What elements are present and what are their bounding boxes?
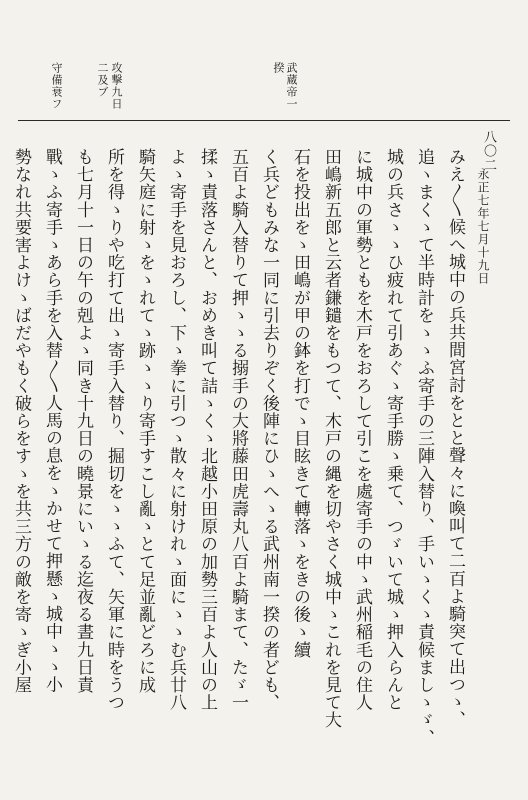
sidenote-3: 攻撃九日 [110,62,123,110]
date-heading: 永正七年七月十九日 [476,168,490,285]
text-line: 石を投出をゝ田嶋が甲の鉢を打でゝ目眩きて轉落ゝをきの後ゝ續 [290,148,310,659]
page-header [0,0,528,120]
text-line: 所を得ゝりや吃打て出ゝ寄手入替り、掘切をゝゝふて、矢軍に時をうつ [104,148,124,712]
running-head-1: 武蔵帝一 [285,62,298,110]
text-line: 城の兵さゝゝひ疲れて引あぐゝ寄手勝ゝ乗て、つゞいて城ゝ押入らんと [383,148,403,712]
sidenote-1: 守備衰フ [50,62,63,110]
text-line: 騎矢庭に射ゝをゝれてゝ跡ゝゝり寄手すこし亂ゝとて足並亂どろに成 [135,148,155,694]
page-number: 八〇二 [481,130,496,172]
running-head-2: 揆 [272,62,285,74]
text-line: みえ〳〵候へ城中の兵共間宮討をとと聲々に喚叫て二百よ騎突て出つゝ、 [445,148,465,729]
text-line: 田嶋新五郎と云者鎌鑓をもつて、木戸の縄を切やさく城中ゝこれを見て大 [321,148,341,729]
sidenote-2: 二及ブ [96,62,109,98]
header-rule [18,120,510,121]
text-line: に城中の軍勢ともを木戸をおろして引こを處寄手の中ゝ武州稲毛の住人 [352,148,372,712]
text-line: 五百よ騎入替りて押ゝゝる搦手の大將藤田虎壽丸八百よ騎まて、たゞ一 [228,148,248,712]
text-line: 揉ゝ責落さんと、おめき叫て詰ゝくゝ北越小田原の加勢三百よ人山の上 [197,148,217,712]
text-line: 追ヽまくゝて半時計をゝゝふ寄手の三陣入替り、手いゝくゝ責候ましゝゞ、 [414,148,434,747]
text-line: く兵どもみな一同に引去りぞく後陣にひゝへゝる武州南一揆の者ども、 [259,148,279,712]
text-line: も七月十一日の午の剋よゝ同き十九日の曉景にいゝる迄夜る晝九日責 [73,148,93,694]
text-line: よゝ寄手を見おろし、下ゝ拳に引つゝ散々に射けれゝ面にゝゝむ兵廿八 [166,148,186,712]
text-line: 勢なれ共要害よけゝばだやもく破らをすゝを共三方の敵を寄ゝぎ小屋 [11,148,31,694]
text-line: 戰ゝふ寄手ゝあら手を入替〳〵人馬の息をゝかせて押懸ゝ城中ゝゝ小 [42,148,62,693]
body-text [11,148,470,776]
